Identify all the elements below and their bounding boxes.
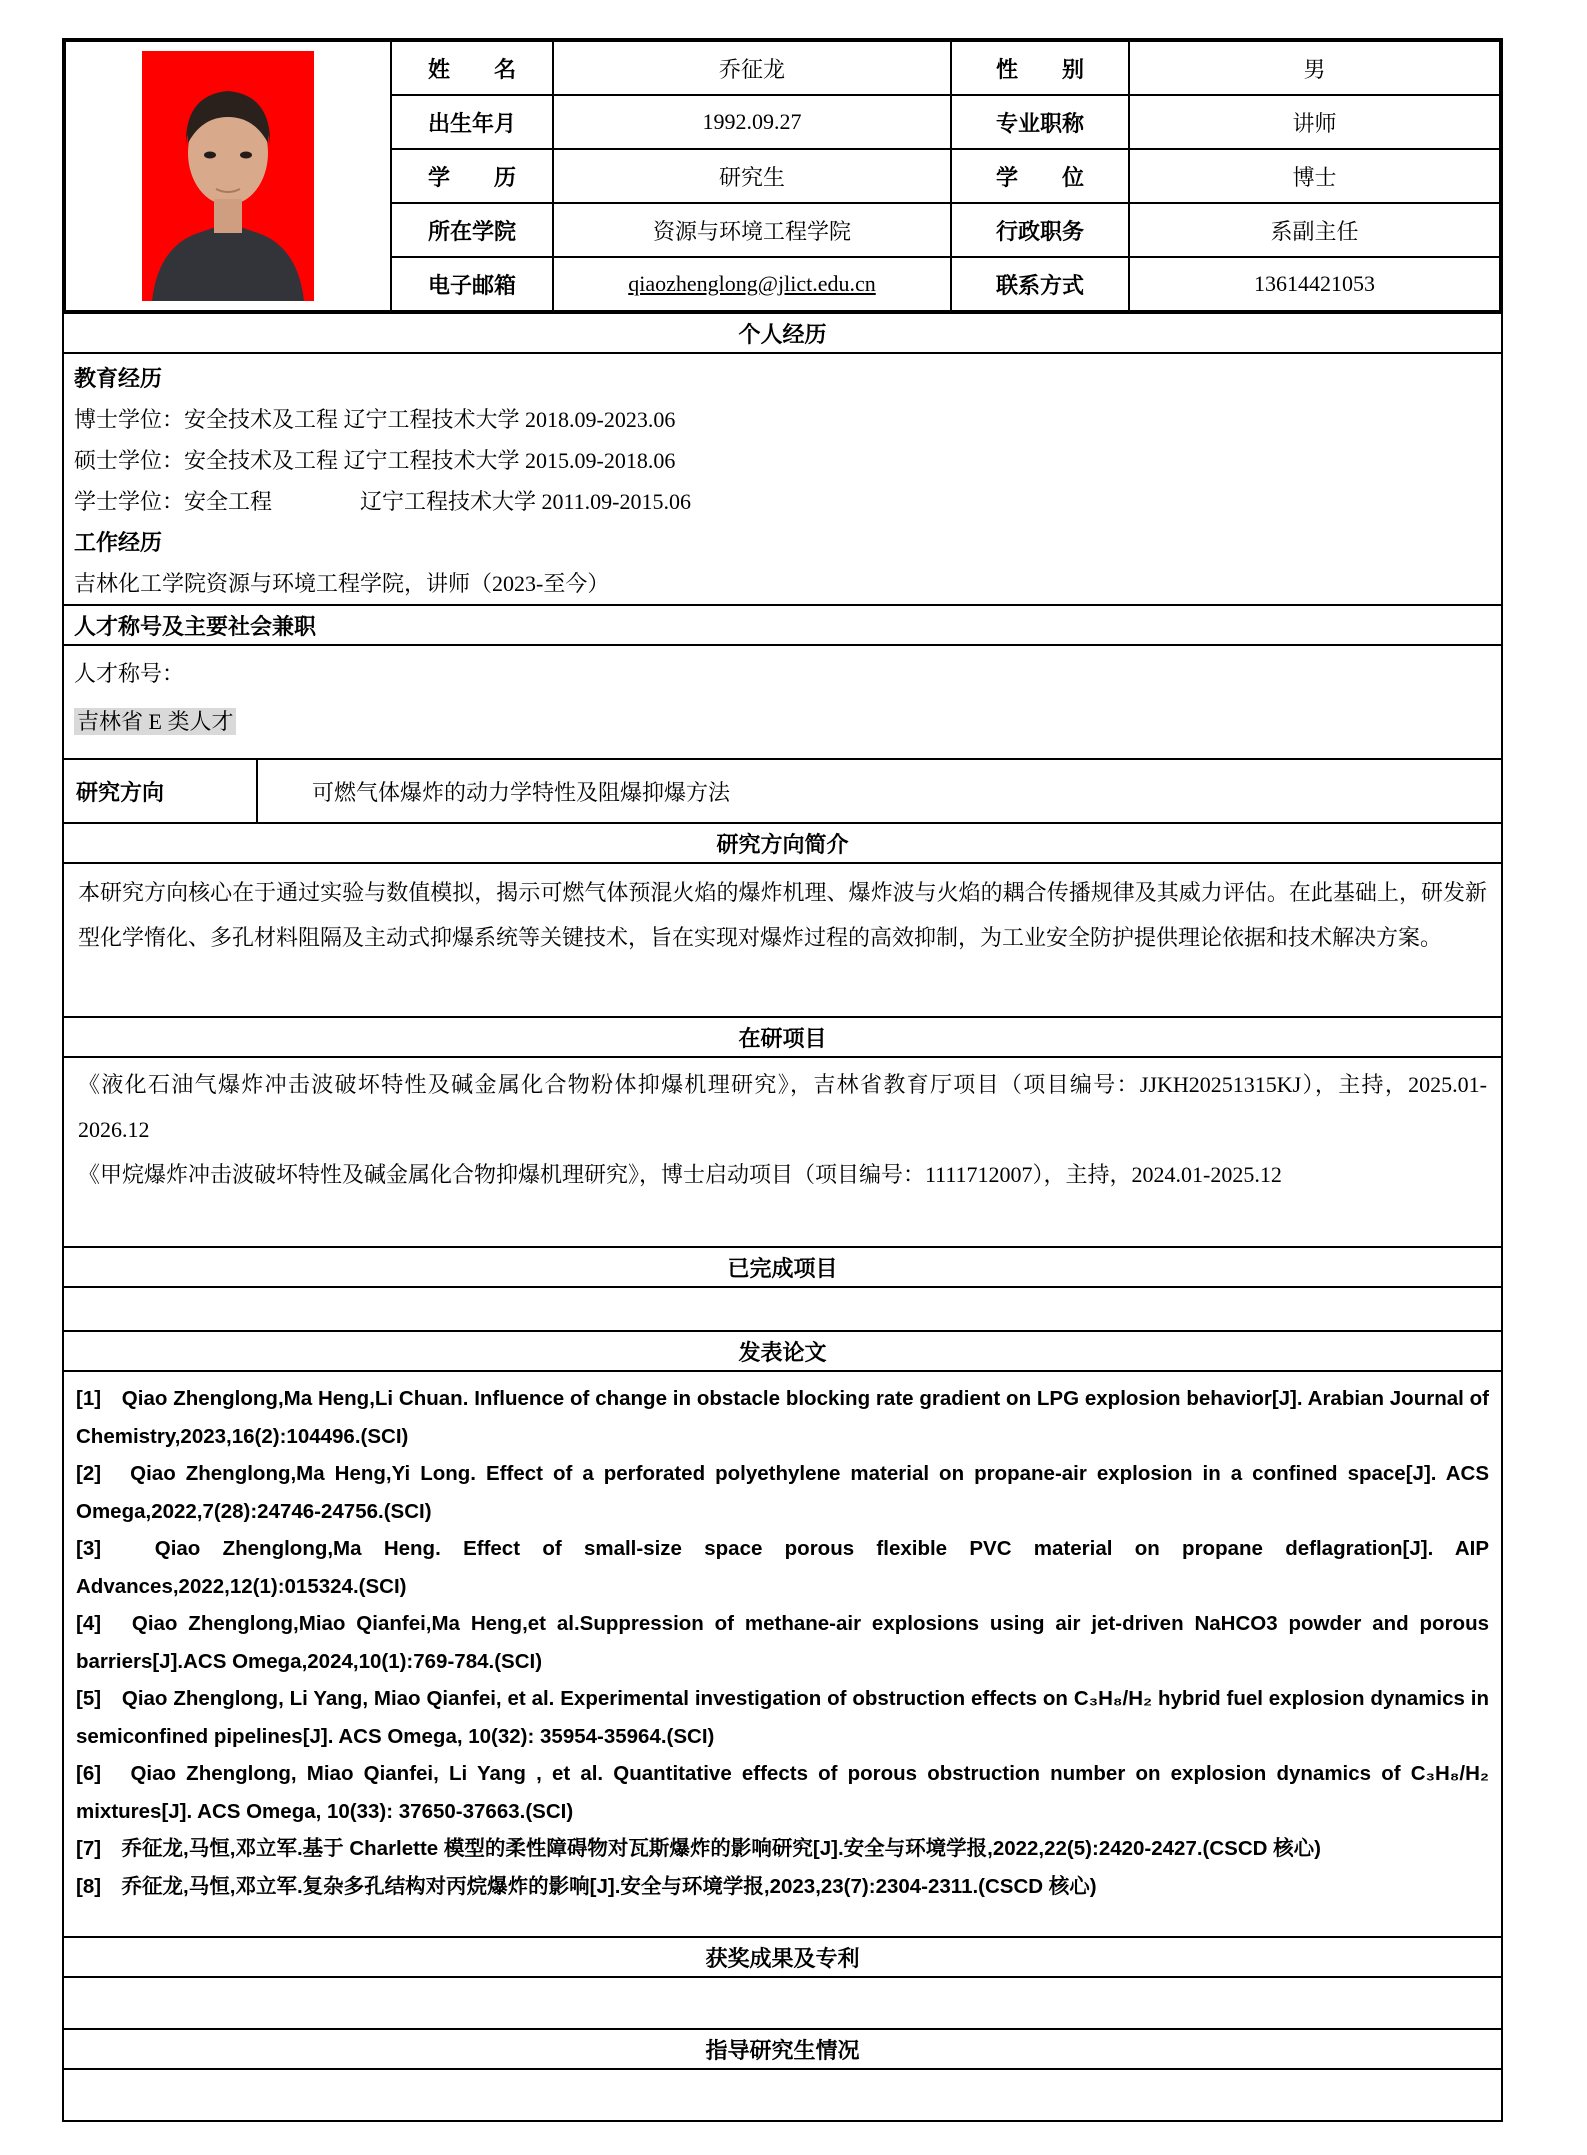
completed-projects-empty-cell [64,1286,1501,1330]
talent-highlighted-value: 吉林省 E 类人才 [74,708,236,735]
research-intro-text: 本研究方向核心在于通过实验与数值模拟，揭示可燃气体预混火焰的爆炸机理、爆炸波与火焰的耦合传播规律及其威力评估。在此基础上，研发新型化学惰化、多孔材料阻隔及主动式抑爆系统等关键技术，旨在实现对爆炸过程的高效抑制，为工业安全防护提供理论依据和技术解决方案。 [64,862,1501,1016]
papers-cell [64,1370,1501,1936]
name-value: 乔征龙 [553,41,951,95]
admin-post-value: 系副主任 [1129,203,1500,257]
photo-cell [65,41,391,311]
section-header-talent: 人才称号及主要社会兼职 [64,604,1501,644]
gender-value: 男 [1129,41,1500,95]
ongoing-projects-cell [64,1056,1501,1246]
birth-label: 出生年月 [391,95,553,149]
portrait-illustration [142,51,314,301]
section-header-completed-projects: 已完成项目 [64,1246,1501,1286]
paper-item: [1] Qiao Zhenglong,Ma Heng,Li Chuan. Influence of change in obstacle blocking rate gradient on LPG explosion behavior[J]. Arabian Journal of Chemistry,2023,16(2):104496.(SCI) [76,1387,1489,1448]
talent-item [74,698,1491,746]
paper-item: [6] Qiao Zhenglong, Miao Qianfei, Li Yang , et al. Quantitative effects of porous obstruction number on explosion dynamics of C₃H₈/H₂ mixtures[J]. ACS Omega, 10(33): 37650-37663.(SCI) [76,1762,1489,1823]
paper-item: [5] Qiao Zhenglong, Li Yang, Miao Qianfei, et al. Experimental investigation of obstruction effects on C₃H₈/H₂ hybrid fuel explosion dynamics in semiconfined pipelines[J]. ACS Omega, 10(32): 35954-35964.(SCI) [76,1687,1489,1748]
research-direction-row [64,758,1501,822]
education-item: 学士学位：安全工程 辽宁工程技术大学 2011.09-2015.06 [74,489,692,514]
education-item: 硕士学位：安全技术及工程 辽宁工程技术大学 2015.09-2018.06 [74,448,676,473]
students-empty-cell [64,2068,1501,2120]
paper-item: [3] Qiao Zhenglong,Ma Heng. Effect of small-size space porous flexible PVC material on propane deflagration[J]. AIP Advances,2022,12(1):015324.(SCI) [76,1537,1489,1598]
cv-table [62,38,1503,2122]
portrait-photo [142,51,314,301]
email-link[interactable]: qiaozhenglong@jlict.edu.cn [628,271,876,296]
education-item: 博士学位：安全技术及工程 辽宁工程技术大学 2018.09-2023.06 [74,407,676,432]
section-header-research-intro: 研究方向简介 [64,822,1501,862]
birth-value: 1992.09.27 [553,95,951,149]
work-item: 吉林化工学院资源与环境工程学院，讲师（2023-至今） [74,571,610,596]
paper-item: [2] Qiao Zhenglong,Ma Heng,Yi Long. Effect of a perforated polyethylene material on propane-air explosion in a confined space[J]. ACS Omega,2022,7(28):24746-24756.(SCI) [76,1462,1489,1523]
paper-item: [8] 乔征龙,马恒,邓立军.复杂多孔结构对丙烷爆炸的影响[J].安全与环境学报,2023,23(7):2304-2311.(CSCD 核心) [76,1874,1097,1898]
college-label: 所在学院 [391,203,553,257]
work-subheader: 工作经历 [74,530,163,555]
personal-info-table [64,40,1501,312]
section-header-students: 指导研究生情况 [64,2028,1501,2068]
gender-label: 性 别 [951,41,1129,95]
paper-item: [7] 乔征龙,马恒,邓立军.基于 Charlette 模型的柔性障碍物对瓦斯爆炸的影响研究[J].安全与环境学报,2022,22(5):2420-2427.(CSCD 核心) [76,1837,1321,1860]
section-header-ongoing-projects: 在研项目 [64,1016,1501,1056]
education-subheader: 教育经历 [74,366,163,391]
project-item: 《液化石油气爆炸冲击波破坏特性及碱金属化合物粉体抑爆机理研究》，吉林省教育厅项目（项目编号：JJKH20251315KJ），主持，2025.01-2026.12 [78,1072,1487,1142]
awards-empty-cell [64,1976,1501,2028]
talent-cell [64,644,1501,758]
education-level-label: 学 历 [391,149,553,203]
personal-history-cell [64,352,1501,604]
degree-value: 博士 [1129,149,1500,203]
degree-label: 学 位 [951,149,1129,203]
contact-label: 联系方式 [951,257,1129,311]
research-direction-label: 研究方向 [64,760,258,822]
section-header-awards: 获奖成果及专利 [64,1936,1501,1976]
education-level-value: 研究生 [553,149,951,203]
name-label: 姓 名 [391,41,553,95]
admin-post-label: 行政职务 [951,203,1129,257]
professional-title-value: 讲师 [1129,95,1500,149]
section-header-personal-history: 个人经历 [64,312,1501,352]
email-label: 电子邮箱 [391,257,553,311]
talent-label: 人才称号： [74,661,185,686]
paper-item: [4] Qiao Zhenglong,Miao Qianfei,Ma Heng,et al.Suppression of methane-air explosions using air jet-driven NaHCO3 powder and porous barriers[J].ACS Omega,2024,10(1):769-784.(SCI) [76,1612,1489,1673]
project-item: 《甲烷爆炸冲击波破坏特性及碱金属化合物抑爆机理研究》，博士启动项目（项目编号：1111712007），主持，2024.01-2025.12 [78,1162,1282,1187]
college-value: 资源与环境工程学院 [553,203,951,257]
section-header-papers: 发表论文 [64,1330,1501,1370]
professional-title-label: 专业职称 [951,95,1129,149]
contact-value: 13614421053 [1129,257,1500,311]
research-direction-value: 可燃气体爆炸的动力学特性及阻爆抑爆方法 [312,779,731,805]
